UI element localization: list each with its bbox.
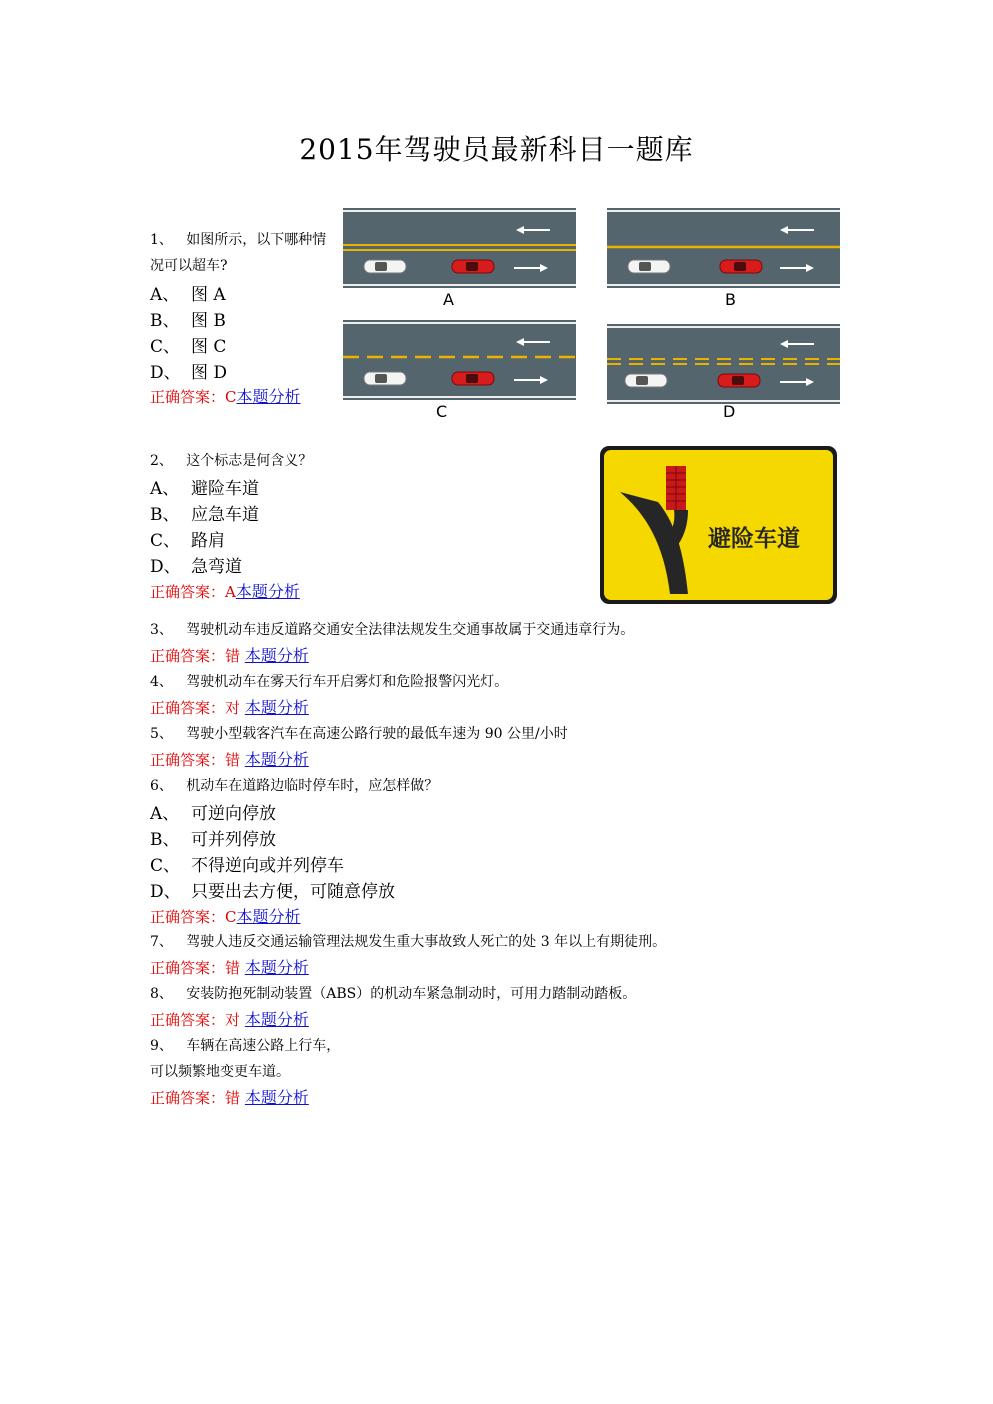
question-number: 2、 [150, 453, 173, 469]
option-text: 避险车道 [191, 479, 259, 499]
answer-value: A [225, 583, 236, 601]
question-2-answer [150, 579, 300, 602]
answer-label: 正确答案： [150, 1089, 226, 1107]
answer-label: 正确答案： [150, 908, 226, 926]
question-text: 安装防抱死制动装置（ABS）的机动车紧急制动时，可用力踏制动踏板。 [186, 986, 637, 1002]
analysis-link[interactable]: 本题分析 [244, 646, 309, 665]
analysis-link[interactable]: 本题分析 [244, 698, 309, 717]
question-number: 3、 [150, 622, 173, 638]
analysis-link[interactable]: 本题分析 [244, 1088, 309, 1107]
answer-value: 对 [225, 1011, 241, 1029]
question-6-option-b[interactable] [150, 825, 276, 850]
question-number: 8、 [150, 986, 173, 1002]
analysis-link[interactable]: 本题分析 [236, 907, 301, 926]
question-1-option-d[interactable] [150, 358, 227, 383]
option-text: 可并列停放 [191, 830, 276, 850]
question-2-option-d[interactable] [150, 552, 242, 577]
road-diagram-d [607, 324, 840, 404]
option-letter: B、 [150, 830, 180, 850]
question-2-option-b[interactable] [150, 500, 259, 525]
option-letter: B、 [150, 311, 180, 331]
option-letter: B、 [150, 505, 180, 525]
option-text: 图 D [191, 363, 228, 383]
road-diagram-b [607, 208, 840, 288]
road-label-a: A [443, 290, 454, 309]
question-3-text [150, 619, 634, 639]
option-text: 图 A [191, 285, 226, 305]
question-3-answer [150, 643, 309, 666]
option-letter: D、 [150, 557, 181, 577]
question-1-answer [150, 384, 301, 407]
question-2-option-c[interactable] [150, 526, 225, 551]
option-letter: C、 [150, 531, 181, 551]
answer-label: 正确答案： [150, 1011, 226, 1029]
option-text: 图 B [191, 311, 226, 331]
road-label-c: C [436, 402, 448, 421]
question-number: 5、 [150, 726, 173, 742]
question-1-option-b[interactable] [150, 306, 226, 331]
answer-value: 错 [225, 959, 241, 977]
question-6-answer [150, 904, 301, 927]
option-text: 图 C [191, 337, 227, 357]
question-number: 1、 [150, 232, 173, 248]
question-6-text [150, 775, 438, 795]
question-4-text [150, 671, 508, 691]
question-number: 6、 [150, 778, 173, 794]
option-letter: A、 [150, 479, 180, 499]
question-9-answer [150, 1085, 309, 1108]
question-number: 4、 [150, 674, 173, 690]
question-8-text [150, 983, 636, 1003]
question-6-option-d[interactable] [150, 877, 395, 902]
road-label-d: D [723, 402, 736, 421]
analysis-link[interactable]: 本题分析 [236, 387, 301, 406]
option-letter: D、 [150, 882, 181, 902]
question-5-answer [150, 747, 309, 770]
question-1-option-c[interactable] [150, 332, 226, 357]
page-title: 2015年驾驶员最新科目一题库 [299, 133, 694, 166]
question-number: 9、 [150, 1038, 173, 1054]
analysis-link[interactable]: 本题分析 [244, 1010, 309, 1029]
question-1-text-line2: 况可以超车? [150, 258, 228, 274]
analysis-link[interactable]: 本题分析 [244, 750, 309, 769]
option-text: 可逆向停放 [191, 804, 276, 824]
option-letter: A、 [150, 804, 180, 824]
answer-value: C [225, 908, 237, 926]
overtaking-diagrams [340, 205, 845, 425]
answer-label: 正确答案： [150, 647, 226, 665]
option-letter: C、 [150, 856, 181, 876]
road-diagram-a [343, 208, 576, 288]
answer-value: 错 [225, 751, 241, 769]
option-text: 应急车道 [191, 505, 259, 525]
question-7-answer [150, 955, 309, 978]
option-letter: A、 [150, 285, 180, 305]
option-text: 只要出去方便，可随意停放 [191, 882, 395, 902]
answer-label: 正确答案： [150, 699, 226, 717]
question-8-answer [150, 1007, 309, 1030]
question-text: 如图所示，以下哪种情 [186, 232, 327, 248]
escape-lane-sign [598, 444, 840, 606]
answer-value: 对 [225, 699, 241, 717]
answer-value: C [225, 388, 237, 406]
question-9-text-line2: 可以频繁地变更车道。 [150, 1064, 290, 1080]
question-9-text-line1 [150, 1035, 340, 1055]
question-text: 驾驶机动车违反道路交通安全法律法规发生交通事故属于交通违章行为。 [186, 622, 635, 638]
answer-label: 正确答案： [150, 751, 226, 769]
option-text: 路肩 [191, 531, 225, 551]
analysis-link[interactable]: 本题分析 [244, 958, 309, 977]
question-text: 驾驶机动车在雾天行车开启雾灯和危险报警闪光灯。 [186, 674, 509, 690]
question-1-text-line1 [150, 229, 326, 249]
question-text: 驾驶人违反交通运输管理法规发生重大事故致人死亡的处 3 年以上有期徒刑。 [186, 934, 667, 950]
option-text: 急弯道 [191, 557, 242, 577]
question-1-option-a[interactable] [150, 280, 226, 305]
answer-label: 正确答案： [150, 388, 226, 406]
road-label-b: B [725, 290, 736, 309]
answer-label: 正确答案： [150, 583, 226, 601]
question-text: 车辆在高速公路上行车， [186, 1038, 341, 1054]
answer-value: 错 [225, 647, 241, 665]
question-6-option-a[interactable] [150, 799, 276, 824]
option-letter: C、 [150, 337, 181, 357]
analysis-link[interactable]: 本题分析 [235, 582, 300, 601]
question-text: 这个标志是何含义？ [186, 453, 313, 469]
question-7-text [150, 931, 666, 951]
road-diagram-c [343, 320, 576, 400]
answer-value: 错 [225, 1089, 241, 1107]
sign-text: 避险车道 [708, 526, 800, 552]
question-number: 7、 [150, 934, 173, 950]
option-letter: D、 [150, 363, 181, 383]
question-2-text [150, 450, 312, 470]
question-4-answer [150, 695, 309, 718]
option-text: 不得逆向或并列停车 [191, 856, 344, 876]
question-2-option-a[interactable] [150, 474, 259, 499]
question-6-option-c[interactable] [150, 851, 344, 876]
answer-label: 正确答案： [150, 959, 226, 977]
question-text: 驾驶小型载客汽车在高速公路行驶的最低车速为 90 公里/小时 [186, 726, 568, 742]
question-5-text [150, 723, 568, 743]
question-text: 机动车在道路边临时停车时，应怎样做？ [186, 778, 439, 794]
